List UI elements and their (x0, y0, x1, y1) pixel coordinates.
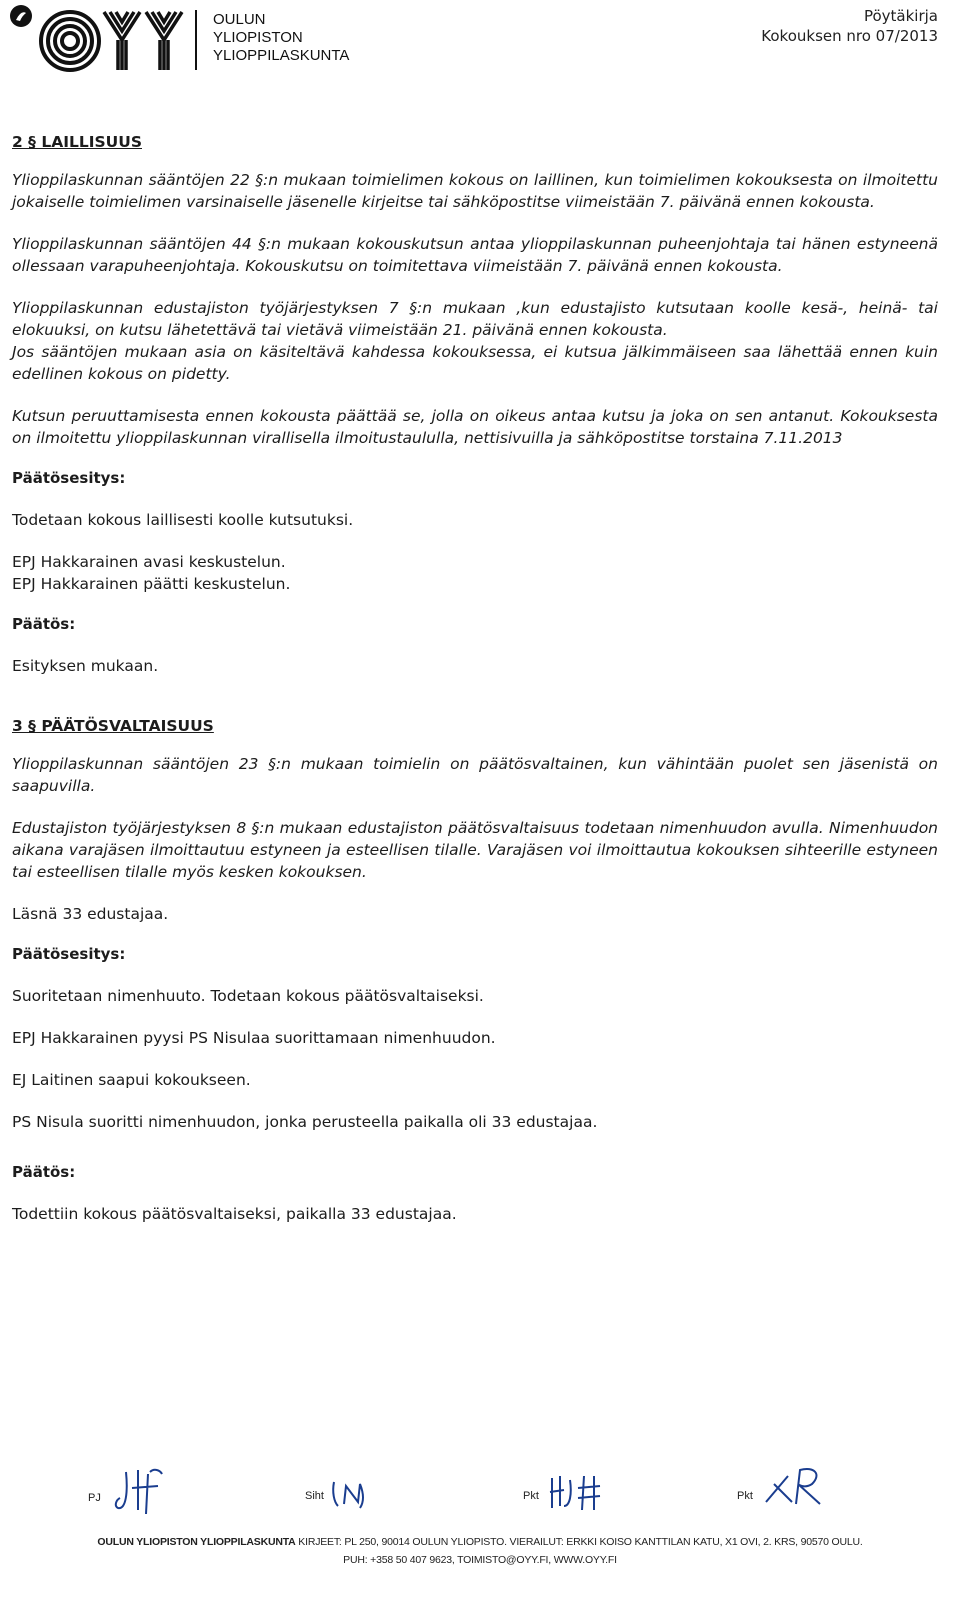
logo-line-1: OULUN (213, 11, 266, 28)
footer-address-line (0, 1533, 960, 1551)
oyy-logo (8, 4, 198, 72)
section-2-paragraph: Jos sääntöjen mukaan asia on käsiteltävä kahdessa kokouksessa, ei kutsua jälkimmäiseen saa lähettää ennen kuin edellinen kokous on pidetty. (12, 343, 938, 383)
page-footer (0, 1533, 960, 1569)
proposal-label: Päätösesitys: (12, 945, 126, 963)
minutes-note: EJ Laitinen saapui kokoukseen. (12, 1071, 251, 1089)
section-2-paragraph: Ylioppilaskunnan sääntöjen 44 §:n mukaan kokouskutsun antaa ylioppilaskunnan puheenjohtaja tai hänen estyneenä ollessaan varapuheenjohtaja. Kokouskutsu on toimitettava viimeistään 7. päivänä ennen kokousta. (12, 235, 938, 275)
logo-line-2: YLIOPISTON (213, 29, 303, 46)
minutes-note: EPJ Hakkarainen pyysi PS Nisulaa suorittamaan nimenhuudon. (12, 1029, 496, 1047)
proposal-text: Suoritetaan nimenhuuto. Todetaan kokous päätösvaltaiseksi. (12, 987, 484, 1005)
footer-org-name: OULUN YLIOPISTON YLIOPPILASKUNTA (97, 1536, 296, 1548)
section-2-paragraph: Kutsun peruuttamisesta ennen kokousta päättää se, jolla on oikeus antaa kutsu ja joka on sen antanut. Kokouksesta on ilmoitettu ylioppilaskunnan virallisella ilmoitustaululla, nettisivuilla ja sähköpostitse torstaina 7.11.2013 (12, 407, 938, 447)
footer-address: KIRJEET: PL 250, 90014 OULUN YLIOPISTO. VIERAILUT: ERKKI KOISO KANTTILAN KATU, X1 OVI, 2. KRS, 90570 OULU. (298, 1536, 863, 1548)
document-type: Pöytäkirja (863, 7, 938, 25)
signature-siht (330, 1478, 380, 1512)
decision-text: Todettiin kokous päätösvaltaiseksi, paikalla 33 edustajaa. (12, 1205, 457, 1223)
section-3-paragraph: Edustajiston työjärjestyksen 8 §:n mukaan edustajiston päätösvaltaisuus todetaan nimenhuudon avulla. Nimenhuudon aikana varajäsen ilmoittautuu estyneen ja esteellisen tilalle. Varajäsen voi ilmoittautua kokouksen sihteerille estyneen tai esteellisen tilalle myös kesken kokouksen. (12, 819, 938, 881)
section-3-paragraph: Ylioppilaskunnan sääntöjen 23 §:n mukaan toimielin on päätösvaltainen, kun vähintään puolet sen jäsenistä on saapuvilla. (12, 755, 938, 795)
decision-text: Esityksen mukaan. (12, 657, 159, 675)
footer-contact: PUH: +358 50 407 9623, TOIMISTO@OYY.FI, WWW.OYY.FI (343, 1554, 617, 1566)
document-meta (761, 6, 938, 46)
minutes-note: PS Nisula suoritti nimenhuudon, jonka perusteella paikalla oli 33 edustajaa. (12, 1113, 598, 1131)
signature-label-siht: Siht (305, 1490, 324, 1502)
proposal-text: Todetaan kokous laillisesti koolle kutsutuksi. (12, 511, 354, 529)
signature-label-pkt-2: Pkt (737, 1490, 753, 1502)
discussion-closed: EPJ Hakkarainen päätti keskustelun. (12, 575, 291, 593)
present-count: Läsnä 33 edustajaa. (12, 905, 169, 923)
section-2-paragraph: Ylioppilaskunnan edustajiston työjärjestyksen 7 §:n mukaan ,kun edustajisto kutsutaan koolle kesä-, heinä- tai elokuuksi, on kutsu lähetettävä tai vietävä viimeistään 21. päivänä ennen kokousta. (12, 299, 938, 339)
signature-label-pkt-1: Pkt (523, 1490, 539, 1502)
section-2-paragraph: Ylioppilaskunnan sääntöjen 22 §:n mukaan toimielimen kokous on laillinen, kun toimielimen kokouksesta on ilmoitettu jokaiselle toimielimen varsinaiselle jäsenelle kirjeitse tai sähköpostitse viimeistään 7. päivänä ennen kokousta. (12, 171, 938, 211)
signature-pkt-2 (762, 1462, 832, 1512)
signature-row (0, 1452, 960, 1522)
meeting-number: Kokouksen nro 07/2013 (761, 27, 938, 45)
section-2-title: 2 § LAILLISUUS (12, 133, 142, 151)
signature-label-pj: PJ (88, 1492, 101, 1504)
minutes-body (12, 133, 938, 1245)
page-header (0, 0, 960, 80)
signature-pkt-1 (548, 1472, 608, 1512)
proposal-label: Päätösesitys: (12, 469, 126, 487)
logo-line-3: YLIOPPILASKUNTA (213, 47, 350, 64)
decision-label: Päätös: (12, 1163, 76, 1181)
signature-pj (114, 1464, 184, 1519)
logo-wordmark (213, 11, 349, 65)
discussion-opened: EPJ Hakkarainen avasi keskustelun. (12, 553, 286, 571)
decision-label: Päätös: (12, 615, 76, 633)
section-3-title: 3 § PÄÄTÖSVALTAISUUS (12, 717, 214, 735)
